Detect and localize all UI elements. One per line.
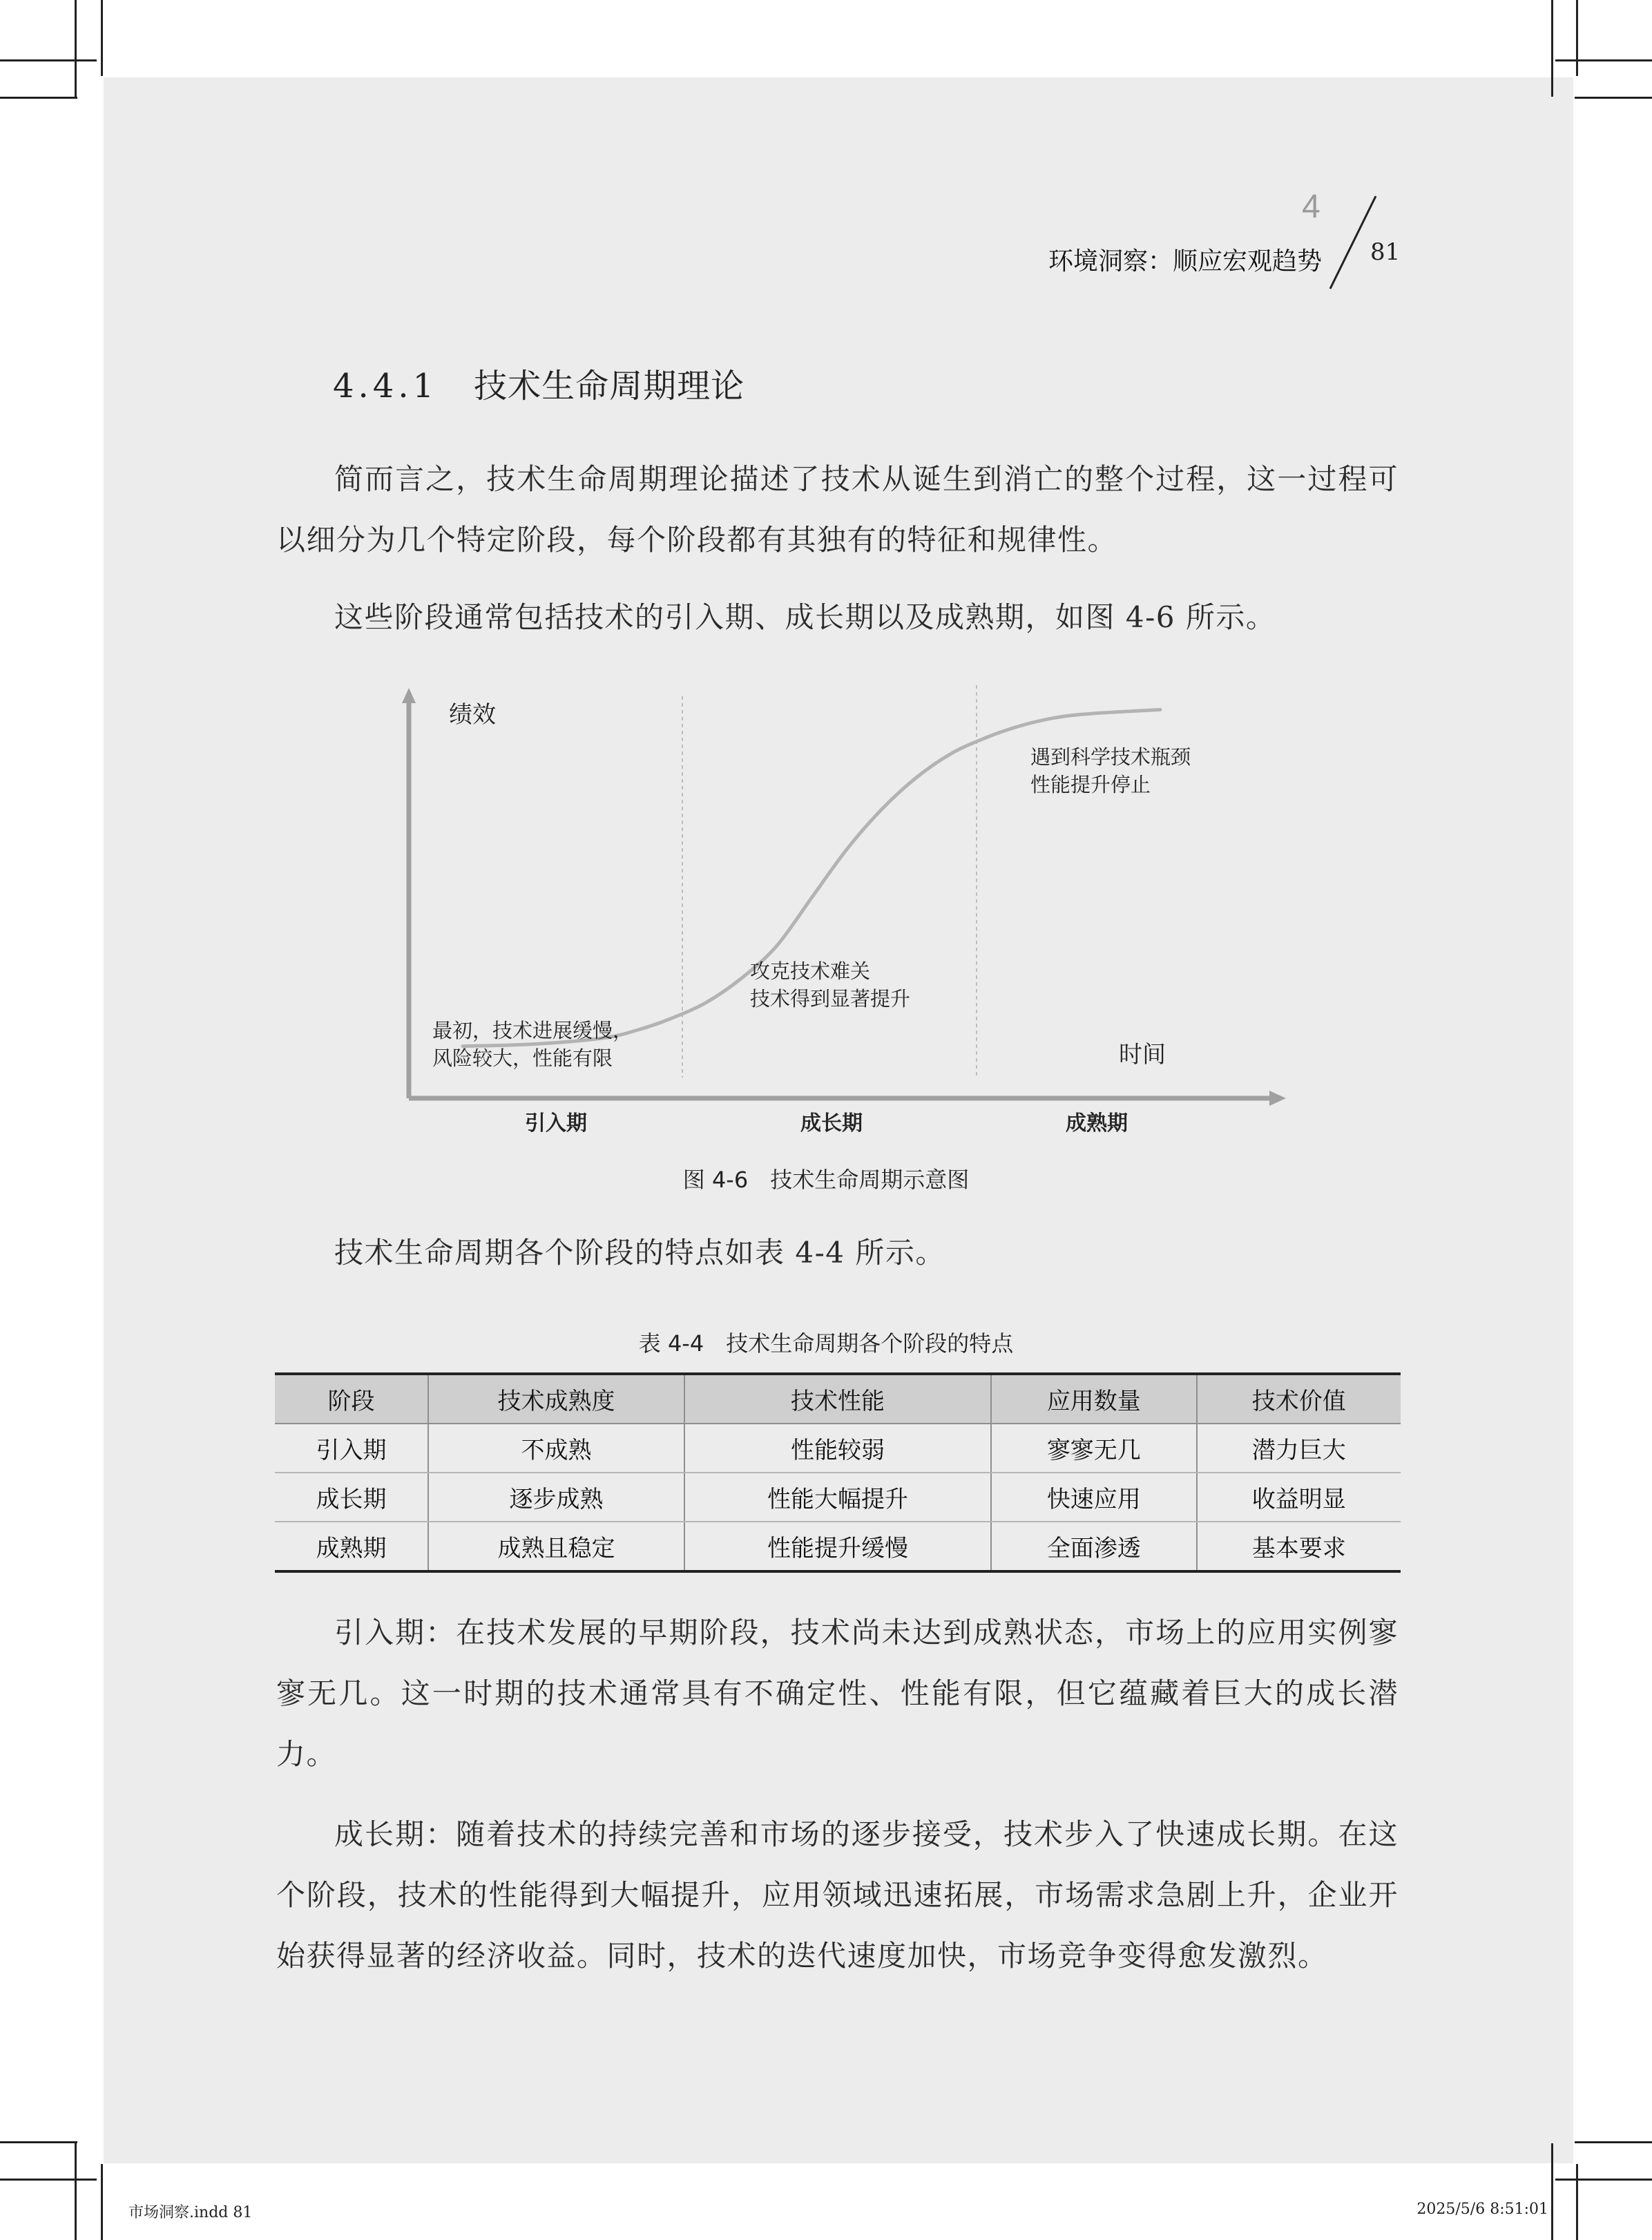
table-header-row (275, 1374, 1401, 1424)
x-axis-label: 时间 (1119, 1041, 1166, 1069)
crop-mark (1576, 0, 1578, 76)
footer-file-slug: 市场洞察.indd 81 (128, 2204, 253, 2221)
y-axis-label: 绩效 (449, 701, 496, 729)
table-row (275, 1522, 1401, 1571)
paragraph-stages: 这些阶段通常包括技术的引入期、成长期以及成熟期，如图 4-6 所示。 (334, 600, 1276, 634)
annotation-growth-2: 技术得到显著提升 (750, 987, 911, 1011)
crop-mark (0, 2179, 97, 2181)
paragraph-intro-stage: 引入期：在技术发展的早期阶段，技术尚未达到成熟状态，市场上的应用实例寥寥无几。这一时期的技术通常具有不确定性、性能有限，但它蕴藏着巨大的成长潜力。 (276, 1616, 1399, 1771)
table-header: 阶段 (275, 1374, 428, 1424)
annotation-mature-2: 性能提升停止 (1030, 773, 1151, 796)
table-cell: 性能较弱 (684, 1424, 991, 1473)
table-cell: 寥寥无几 (991, 1424, 1197, 1473)
lifecycle-chart (373, 684, 1291, 1160)
table-cell: 不成熟 (428, 1424, 684, 1473)
table-cell: 引入期 (275, 1424, 428, 1473)
characteristics-table (275, 1372, 1401, 1573)
table-cell: 成长期 (275, 1473, 428, 1522)
paragraph-table-intro: 技术生命周期各个阶段的特点如表 4-4 所示。 (334, 1236, 945, 1270)
table-cell: 成熟期 (275, 1522, 428, 1571)
stage-label-intro: 引入期 (525, 1111, 587, 1136)
x-axis-arrow (1269, 1091, 1286, 1106)
crop-mark (101, 0, 103, 76)
table-cell: 逐步成熟 (428, 1473, 684, 1522)
crop-mark (0, 2141, 77, 2143)
footer-timestamp: 2025/5/6 8:51:01 (1416, 2201, 1548, 2218)
chapter-number: 4 (1302, 189, 1320, 225)
crop-mark (0, 59, 97, 61)
figure-caption: 图 4-6 技术生命周期示意图 (682, 1167, 970, 1193)
section-title-text: 技术生命周期理论 (474, 367, 745, 405)
table-cell: 潜力巨大 (1197, 1424, 1401, 1473)
table-caption: 表 4-4 技术生命周期各个阶段的特点 (638, 1330, 1014, 1357)
crop-mark (1555, 59, 1652, 61)
table-cell: 收益明显 (1197, 1473, 1401, 1522)
chapter-title: 环境洞察：顺应宏观趋势 (1048, 247, 1323, 276)
crop-mark (75, 2143, 77, 2240)
table-header: 技术价值 (1197, 1374, 1401, 1424)
stage-label-growth: 成长期 (800, 1111, 863, 1136)
table-cell: 性能提升缓慢 (684, 1522, 991, 1571)
table-row (275, 1473, 1401, 1522)
crop-mark (1551, 2143, 1553, 2240)
table-cell: 成熟且稳定 (428, 1522, 684, 1571)
table-cell: 全面渗透 (991, 1522, 1197, 1571)
section-number: 4.4.1 (333, 367, 439, 405)
table-cell: 快速应用 (991, 1473, 1197, 1522)
table-row (275, 1424, 1401, 1473)
stage-label-mature: 成熟期 (1066, 1111, 1128, 1136)
table-cell: 基本要求 (1197, 1522, 1401, 1571)
annotation-intro-2: 风险较大，性能有限 (432, 1046, 613, 1070)
annotation-mature-1: 遇到科学技术瓶颈 (1030, 745, 1191, 769)
crop-mark (75, 0, 77, 97)
crop-mark (1575, 2141, 1652, 2143)
paragraph-growth-stage: 成长期：随着技术的持续完善和市场的逐步接受，技术步入了快速成长期。在这个阶段，技术的性能得到大幅提升，应用领域迅速拓展，市场需求急剧上升，企业开始获得显著的经济收益。同时，技术的迭代速度加快，市场竞争变得愈发激烈。 (276, 1817, 1399, 1973)
crop-mark (0, 97, 77, 99)
crop-mark (1551, 0, 1553, 97)
table-header: 技术性能 (684, 1374, 991, 1424)
table-cell: 性能大幅提升 (684, 1473, 991, 1522)
page-number: 81 (1370, 238, 1401, 266)
y-axis-arrow (402, 688, 416, 703)
crop-mark (101, 2164, 103, 2240)
crop-mark (1575, 97, 1652, 99)
paragraph-intro: 简而言之，技术生命周期理论描述了技术从诞生到消亡的整个过程，这一过程可以细分为几个特定阶段，每个阶段都有其独有的特征和规律性。 (276, 462, 1399, 557)
table-header: 技术成熟度 (428, 1374, 684, 1424)
annotation-growth-1: 攻克技术难关 (750, 959, 871, 983)
section-title (333, 359, 745, 407)
annotation-intro-1: 最初，技术进展缓慢， (432, 1019, 633, 1042)
crop-mark (1555, 2179, 1652, 2181)
table-header: 应用数量 (991, 1374, 1197, 1424)
crop-mark (1576, 2164, 1578, 2240)
